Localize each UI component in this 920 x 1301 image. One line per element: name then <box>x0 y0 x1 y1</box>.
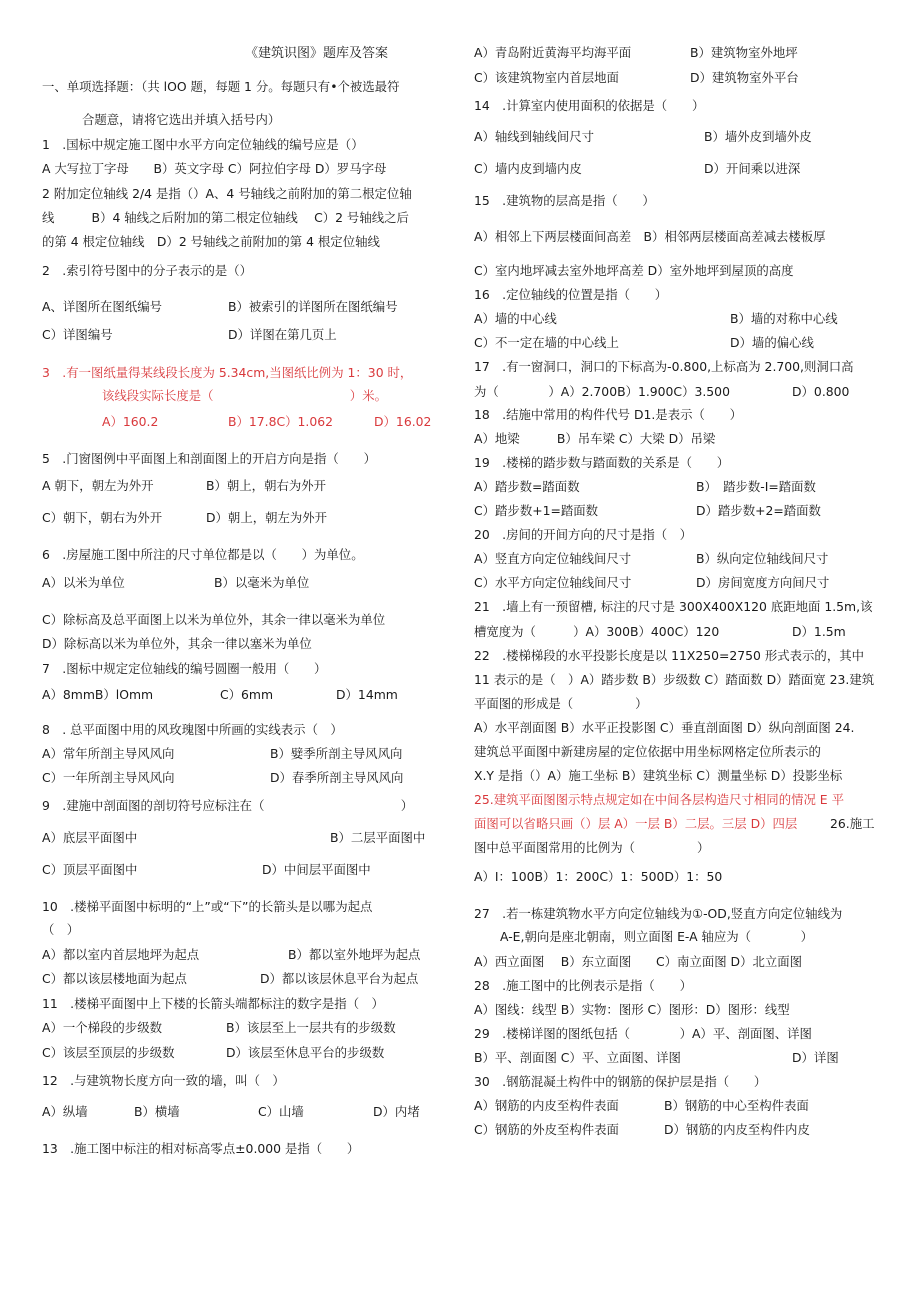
option-line: B）二层平面图中 <box>330 830 426 845</box>
option-line: D）朝上，朝左为外开 <box>206 510 328 525</box>
question-line: A-E,朝向是座北朝南，则立面图 E-A 轴应为（ ） <box>500 929 814 944</box>
option-line: B）钢筋的中心至构件表面 <box>664 1098 809 1113</box>
option-line: D）14mm <box>336 687 398 702</box>
option-line: B）被索引的详图所在图纸编号 <box>228 299 398 314</box>
option-line: A）底层平面图中 <box>42 830 138 845</box>
document-title: 《建筑识图》题库及答案 <box>245 46 389 61</box>
option-line: A）地梁 B）吊车梁 C）大梁 D）吊梁 <box>474 431 716 446</box>
option-line: A）都以室内首层地坪为起点 <box>42 947 200 962</box>
question-line: 2 附加定位轴线 2/4 是指（）A、4 号轴线之前附加的第二根定位轴 <box>42 186 412 201</box>
option-line: D）春季所剖主导风风向 <box>270 770 404 785</box>
question-line: 28 .施工图中的比例表示是指（ ） <box>474 978 692 993</box>
question-line: 的第 4 根定位轴线 D）2 号轴线之前附加的第 4 根定位轴线 <box>42 234 380 249</box>
question-line: 为（ ）A）2.700B）1.900C）3.500 <box>474 384 730 399</box>
option-line: A）常年所剖主导风风向 <box>42 746 175 761</box>
question-line: 21 .墙上有一预留槽, 标注的尺寸是 300X400X120 底距地面 1.5m,该 <box>474 599 873 614</box>
option-line: D）详图 <box>792 1050 839 1065</box>
section-heading-cont: 合题意，请将它选出并填入括号内） <box>82 112 281 127</box>
highlighted-option: A）160.2 <box>102 414 159 429</box>
option-line: D）建筑物室外平台 <box>690 70 799 85</box>
question-line: 27 .若一栋建筑物水平方向定位轴线为①-OD,竖直方向定位轴线为 <box>474 906 843 921</box>
option-line: C）朝下，朝右为外开 <box>42 510 163 525</box>
question-line: 图中总平面图常用的比例为（ ） <box>474 840 710 855</box>
question-line: 5 .门窗图例中平面图上和剖面图上的开启方向是指（ ） <box>42 451 376 466</box>
option-line: A）一个梯段的步级数 <box>42 1020 162 1035</box>
option-line: B）嬖季所剖主导风风向 <box>270 746 403 761</box>
highlighted-question: 25.建筑平面图图示特点规定如在中间各层构造尺寸相同的情况 E 平 <box>474 792 844 807</box>
option-line: B）建筑物室外地坪 <box>690 45 798 60</box>
option-line: D）内堵 <box>373 1104 420 1119</box>
option-line: B）横墙 <box>134 1104 180 1119</box>
option-line: B）墙外皮到墙外皮 <box>704 129 812 144</box>
option-line: B）平、剖面图 C）平、立面图、详图 <box>474 1050 681 1065</box>
option-line: A、详图所在图纸编号 <box>42 299 162 314</box>
option-line: C）除标高及总平面图上以米为单位外，其余一律以毫米为单位 <box>42 612 386 627</box>
option-line: C）水平方向定位轴线间尺寸 <box>474 575 632 590</box>
option-line: C）室内地坪减去室外地坪高差 D）室外地坪到屋顶的高度 <box>474 263 794 278</box>
option-line: B） 踏步数-I=踏面数 <box>696 479 816 494</box>
option-line: D）0.800 <box>792 384 850 399</box>
option-line: D）该层至休息平台的步级数 <box>226 1045 385 1060</box>
option-line: A）青岛附近黄海平均海平面 <box>474 45 632 60</box>
option-line: B）该层至上一层共有的步级数 <box>226 1020 396 1035</box>
option-line: A）纵墙 <box>42 1104 88 1119</box>
question-line: 槽宽度为（ ）A）300B）400C）120 <box>474 624 720 639</box>
question-line: 20 .房间的开间方向的尺寸是指（ ） <box>474 527 692 542</box>
question-line: 17 .有一窗洞口，洞口的下标高为-0.800,上标高为 2.700,则洞口高 <box>474 359 854 374</box>
option-line: D）踏步数+2=踏面数 <box>696 503 821 518</box>
option-line: C）该层至顶层的步级数 <box>42 1045 175 1060</box>
option-line: A 大写拉丁字母 B）英文字母 C）阿拉伯字母 D）罗马字母 <box>42 161 387 176</box>
option-line: C）顶层平面图中 <box>42 862 138 877</box>
option-line: A）墙的中心线 <box>474 311 557 326</box>
option-line: C）详图编号 <box>42 327 113 342</box>
option-line: C）都以该层楼地面为起点 <box>42 971 187 986</box>
option-line: C）踏步数+1=踏面数 <box>474 503 599 518</box>
option-line: A）钢筋的内皮至构件表面 <box>474 1098 619 1113</box>
question-line: 7 .图标中规定定位轴线的编号圆圈一般用（ ） <box>42 661 327 676</box>
question-line: 平面图的形成是（ ） <box>474 696 648 711</box>
question-line: 建筑总平面图中新建房屋的定位依据中用坐标网格定位所表示的 <box>474 744 821 759</box>
highlighted-option: D）16.02 <box>374 414 432 429</box>
question-line: X.Y 是指（）A）施工坐标 B）建筑坐标 C）测量坐标 D）投影坐标 <box>474 768 843 783</box>
option-line: D）详图在第几页上 <box>228 327 337 342</box>
option-line: A）踏步数=踏面数 <box>474 479 580 494</box>
question-line: A）水平剖面图 B）水平正投影图 C）垂直剖面图 D）纵向剖面图 24. <box>474 720 855 735</box>
option-line: C）不一定在墙的中心线上 <box>474 335 619 350</box>
option-line: A）图线：线型 B）实物：图形 C）图形：D）图形：线型 <box>474 1002 790 1017</box>
option-line: D）1.5m <box>792 624 846 639</box>
option-line: B）都以室外地坪为起点 <box>288 947 421 962</box>
question-line: 线 B）4 轴线之后附加的第二根定位轴线 C）2 号轴线之后 <box>42 210 409 225</box>
option-line: C）墙内皮到墙内皮 <box>474 161 582 176</box>
option-line: B）墙的对称中心线 <box>730 311 838 326</box>
option-line: C）6mm <box>220 687 274 702</box>
section-heading: 一、单项选择题：（共 lOO 题，每题 1 分。每题只有•个被选最符 <box>42 79 400 94</box>
option-line: B）以毫米为单位 <box>214 575 310 590</box>
option-line: B）纵向定位轴线间尺寸 <box>696 551 829 566</box>
highlighted-option: B）17.8C）1.062 <box>228 414 333 429</box>
highlighted-question: 面图可以省略只画（）层 A）一层 B）二层。三层 D）四层 <box>474 816 798 831</box>
question-line: 9 .建施中剖面图的剖切符号应标注在（ ） <box>42 798 414 813</box>
question-line: 1 .国标中规定施工图中水平方向定位轴线的编号应是（） <box>42 137 364 152</box>
option-line: D）房间宽度方向间尺寸 <box>696 575 830 590</box>
option-line: A）I：100B）1：200C）1：500D）1：50 <box>474 869 723 884</box>
question-line: 8 . 总平面图中用的风玫瑰图中所画的实线表示（ ） <box>42 722 343 737</box>
question-line: 2 .索引符号图中的分子表示的是（） <box>42 263 253 278</box>
option-line: D）都以该层休息平台为起点 <box>260 971 419 986</box>
highlighted-question: 该线段实际长度是（ ）米。 <box>102 388 387 403</box>
option-line: C）一年所剖主导风风向 <box>42 770 175 785</box>
option-line: A）以米为单位 <box>42 575 125 590</box>
question-line: 6 .房屋施工图中所注的尺寸单位都是以（ ）为单位。 <box>42 547 364 562</box>
option-line: D）中间层平面图中 <box>262 862 371 877</box>
option-line: C）该建筑物室内首层地面 <box>474 70 619 85</box>
option-line: C）钢筋的外皮至构件表面 <box>474 1122 619 1137</box>
question-line: 13 .施工图中标注的相对标高零点±0.000 是指（ ） <box>42 1141 360 1156</box>
question-line: （ ） <box>42 922 80 937</box>
option-line: A）8mmB）lOmm <box>42 687 154 702</box>
option-line: A）相邻上下两层楼面间高差 B）相邻两层楼面高差减去楼板厚 <box>474 229 826 244</box>
option-line: D）钢筋的内皮至构件内皮 <box>664 1122 810 1137</box>
option-line: C）山墙 <box>258 1104 304 1119</box>
question-line: 30 .钢筋混凝土构件中的钢筋的保护层是指（ ） <box>474 1074 767 1089</box>
question-line: 14 .计算室内使用面积的依据是（ ） <box>474 98 705 113</box>
option-line: B）朝上，朝右为外开 <box>206 478 327 493</box>
question-line: 26.施工 <box>830 816 875 831</box>
option-line: A）竖直方向定位轴线间尺寸 <box>474 551 632 566</box>
option-line: A）轴线到轴线间尺寸 <box>474 129 594 144</box>
option-line: D）开间乘以进深 <box>704 161 801 176</box>
question-line: 11 .楼梯平面图中上下楼的长箭头端都标注的数字是指（ ） <box>42 996 384 1011</box>
question-line: 29 .楼梯详图的图纸包括（ ）A）平、剖面图、详图 <box>474 1026 812 1041</box>
question-line: 16 .定位轴线的位置是指（ ） <box>474 287 668 302</box>
question-line: 22 .楼梯梯段的水平投影长度是以 11X250=2750 形式表示的，其中 <box>474 648 864 663</box>
option-line: D）除标高以米为单位外，其余一律以塞米为单位 <box>42 636 312 651</box>
highlighted-question: 3 .有一图纸量得某线段长度为 5.34cm,当图纸比例为 1：30 时， <box>42 365 413 380</box>
question-line: 12 .与建筑物长度方向一致的墙，叫（ ） <box>42 1073 285 1088</box>
question-line: 10 .楼梯平面图中标明的“上”或“下”的长箭头是以哪为起点 <box>42 899 373 914</box>
option-line: D）墙的偏心线 <box>730 335 814 350</box>
option-line: A 朝下，朝左为外开 <box>42 478 154 493</box>
option-line: A）西立面图 B）东立面图 C）南立面图 D）北立面图 <box>474 954 803 969</box>
question-line: 15 .建筑物的层高是指（ ） <box>474 193 655 208</box>
question-line: 19 .楼梯的踏步数与踏面数的关系是（ ） <box>474 455 730 470</box>
question-line: 18 .结施中常用的构件代号 D1.是表示（ ） <box>474 407 743 422</box>
question-line: 11 表示的是（ ）A）踏步数 B）步级数 C）踏面数 D）踏面宽 23.建筑 <box>474 672 875 687</box>
